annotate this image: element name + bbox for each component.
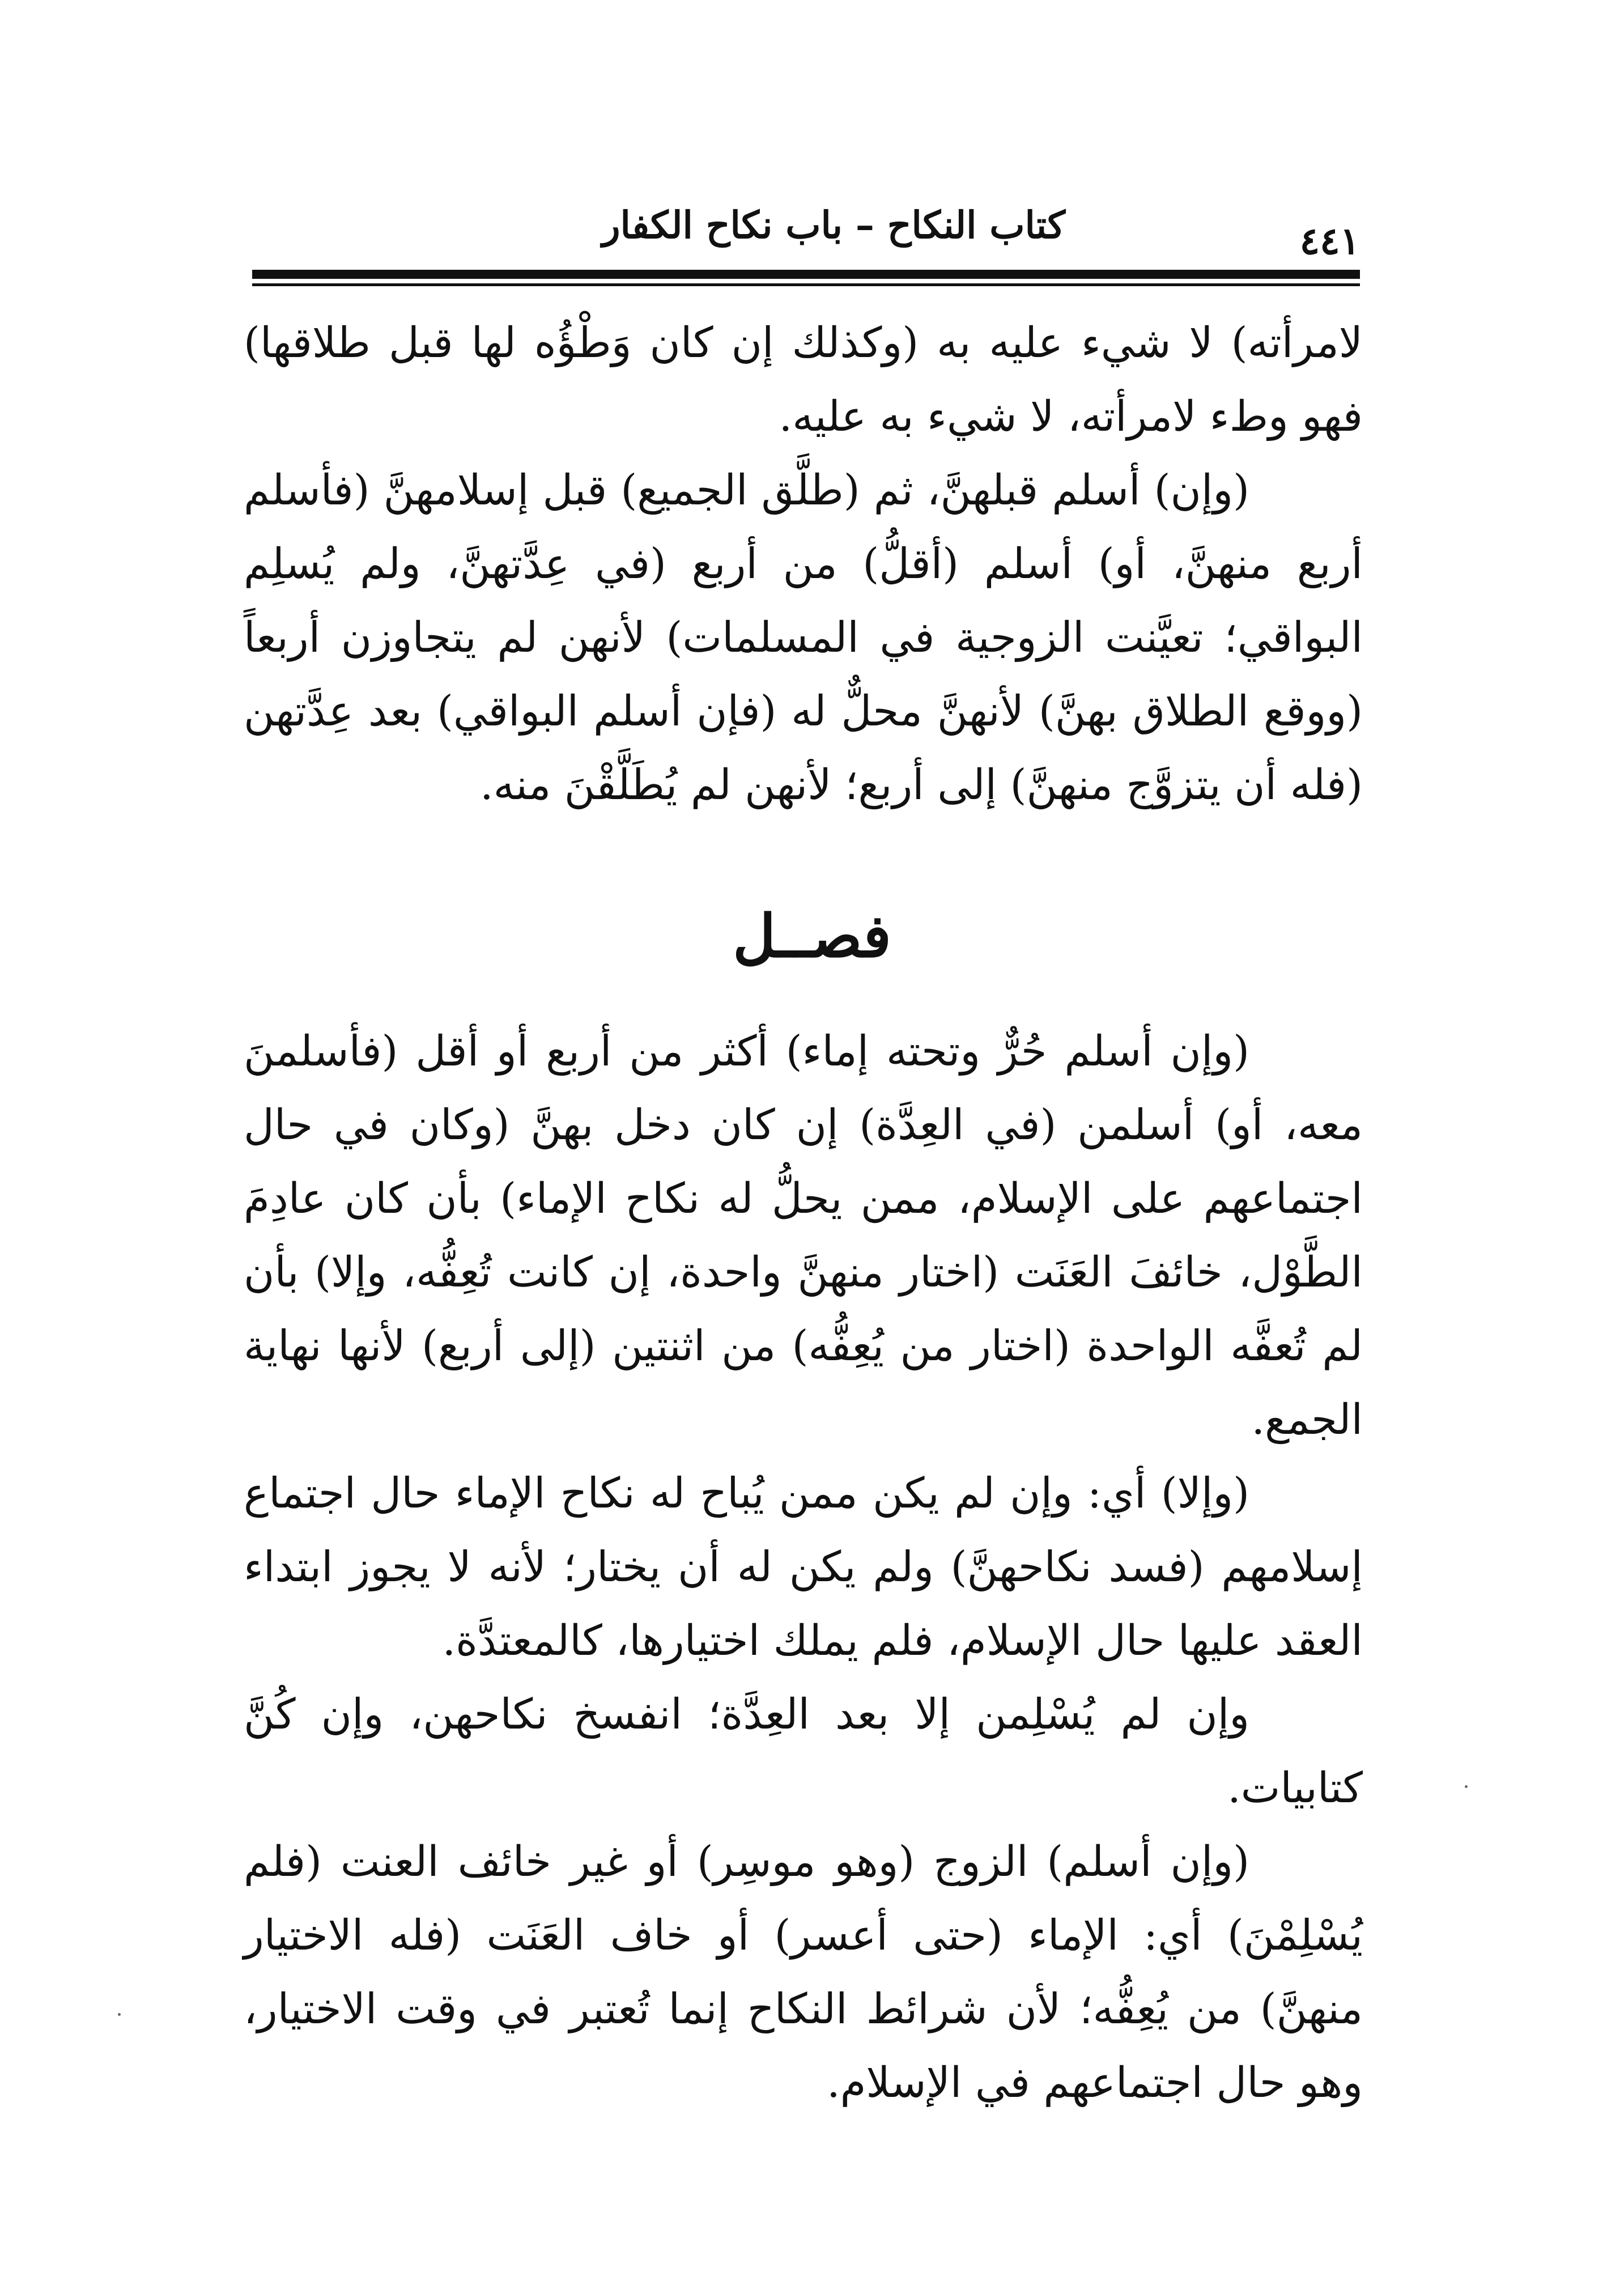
paragraph-divorce-before-islam: (وإن) أسلم قبلهنَّ، ثم (طلَّق الجميع) قبل إسلامهنَّ (فأسلم أربع منهنَّ، أو) أسلم (أقلُّ) من أربع (في عِدَّتهنَّ، ولم يُسلِم البواقي؛ تعيَّنت الزوجية في المسلمات) لأنهن لم يتجاوزن أربعاً (ووقع الطلاق بهنَّ) لأنهنَّ محلٌّ له (فإن أسلم البواقي) بعد عِدَّتهن (فله أن يتزوَّج منهنَّ) إلى أربع؛ لأنهن لم يُطَلَّقْنَ منه. [244,466,1363,809]
paragraph-free-man-with-slaves: (وإن أسلم حُرٌّ وتحته إماء) أكثر من أربع أو أقل (فأسلمنَ معه، أو) أسلمن (في العِدَّة) إن كان دخل بهنَّ (وكان في حال اجتماعهم على الإسلام، ممن يحلُّ له نكاح الإماء) بأن كان عادِمَ الطَّوْل، خائفَ العَنَت (اختار منهنَّ واحدة، إن كانت تُعِفُّه، وإلا) بأن لم تُعفَّه الواحدة (اختار من يُعِفُّه) من اثنتين (إلى أربع) لأنها نهاية الجمع. [244,1027,1363,1444]
bottom-text-block [244,1014,1363,2120]
paragraph-continuation: لامرأته) لا شيء عليه به (وكذلك إن كان وَطْؤُه لها قبل طلاقها) فهو وطء لامرأته، لا شيء به عليه. [244,319,1363,441]
paragraph-wealthy-husband: (وإن أسلم) الزوج (وهو موسِر) أو غير خائف العنت (فلم يُسْلِمْنَ) أي: الإماء (حتى أعسر) أو خاف العَنَت (فله الاختيار منهنَّ) من يُعِفُّه؛ لأن شرائط النكاح إنما تُعتبر في وقت الاختيار، وهو حال اجتماعهم في الإسلام. [244,1837,1363,2107]
paragraph-after-iddah: وإن لم يُسْلِمن إلا بعد العِدَّة؛ انفسخ نكاحهن، وإن كُنَّ كتابيات. [244,1690,1363,1812]
running-header-title: كتاب النكاح – باب نكاح الكفار [602,203,1065,247]
paragraph-otherwise: (وإلا) أي: وإن لم يكن ممن يُباح له نكاح الإماء حال اجتماع إسلامهم (فسد نكاحهنَّ) ولم يكن له أن يختار؛ لأنه لا يجوز ابتداء العقد عليها حال الإسلام، فلم يملك اختيارها، كالمعتدَّة. [244,1469,1363,1665]
top-text-block [244,306,1363,822]
section-heading: فصــل [733,901,891,971]
page-number: ٤٤١ [1299,219,1360,263]
scan-speck [118,2013,121,2016]
header-rule-thick [252,270,1360,279]
running-header [249,193,1360,263]
header-rule-thin [252,283,1360,286]
scan-speck [1465,1785,1468,1788]
